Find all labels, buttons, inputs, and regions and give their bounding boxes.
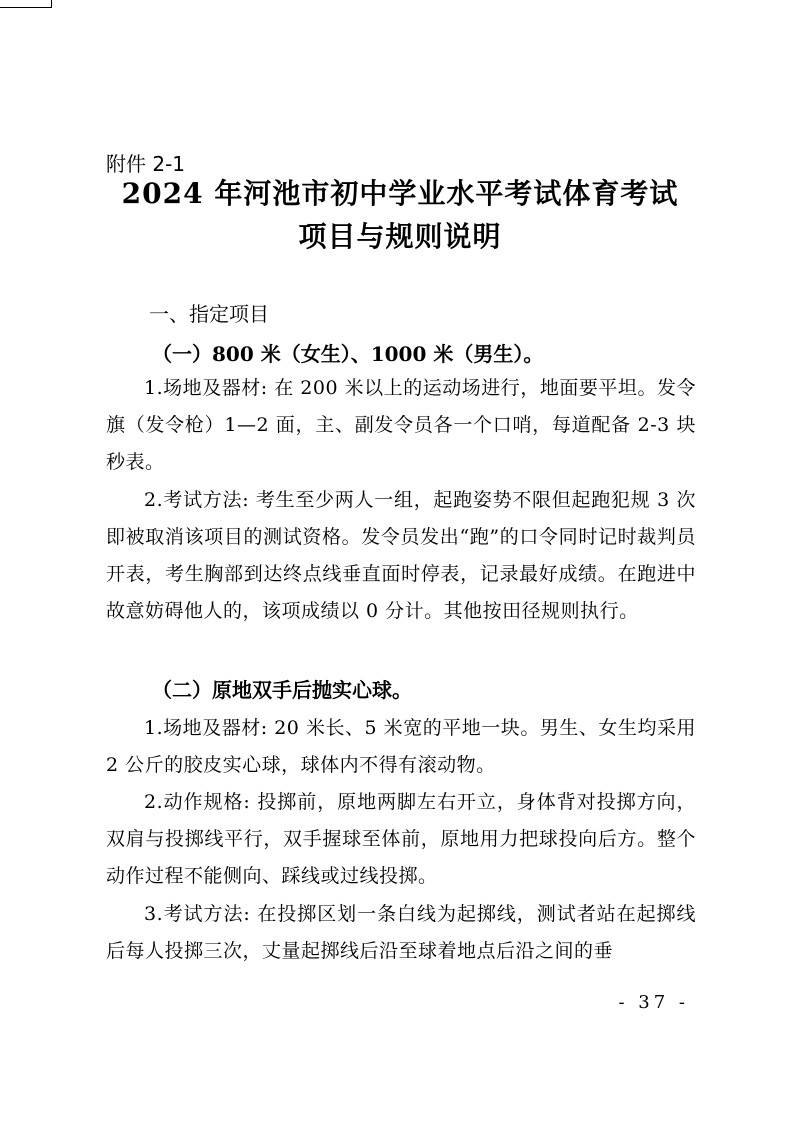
document-title-line-2: 项目与规则说明 (298, 220, 502, 253)
attachment-label: 附件 2-1 (106, 152, 186, 176)
page-number: - 37 - (618, 992, 689, 1013)
section-heading-designated-items: 一、指定项目 (149, 302, 269, 326)
subsection-heading-running: （一）800 米（女生）、1000 米（男生）。 (152, 342, 544, 366)
paragraph-running-method: 2.考试方法: 考生至少两人一组，起跑姿势不限但起跑犯规 3 次即被取消该项目的测试资格。发令员发出“跑”的口令同时记时裁判员开表，考生胸部到达终点线垂直面时停表，记录最好成绩。在跑进中故意妨碍他人的，该项成绩以 0 分计。其他按田径规则执行。 (106, 489, 696, 622)
subsection-heading-medicine-ball: （二）原地双手后抛实心球。 (152, 678, 412, 702)
paragraph-ball-technique: 2.动作规格: 投掷前，原地两脚左右开立，身体背对投掷方向，双肩与投掷线平行，双手握球至体前，原地用力把球投向后方。整个动作过程不能侧向、踩线或过线投掷。 (106, 791, 696, 887)
paragraph-ball-method: 3.考试方法: 在投掷区划一条白线为起掷线，测试者站在起掷线后每人投掷三次，丈量起掷线后沿至球着地点后沿之间的垂 (106, 903, 696, 962)
document-title-line-1: 2024 年河池市初中学业水平考试体育考试 (121, 177, 679, 210)
paragraph-ball-equipment: 1.场地及器材: 20 米长、5 米宽的平地一块。男生、女生均采用 2 公斤的胶皮实心球，球体内不得有滚动物。 (106, 717, 696, 776)
paragraph-running-equipment: 1.场地及器材: 在 200 米以上的运动场进行，地面要平坦。发令旗（发令枪）1—2 面，主、副发令员各一个口哨，每道配备 2-3 块秒表。 (106, 377, 696, 473)
page-corner-mark (0, 0, 52, 8)
